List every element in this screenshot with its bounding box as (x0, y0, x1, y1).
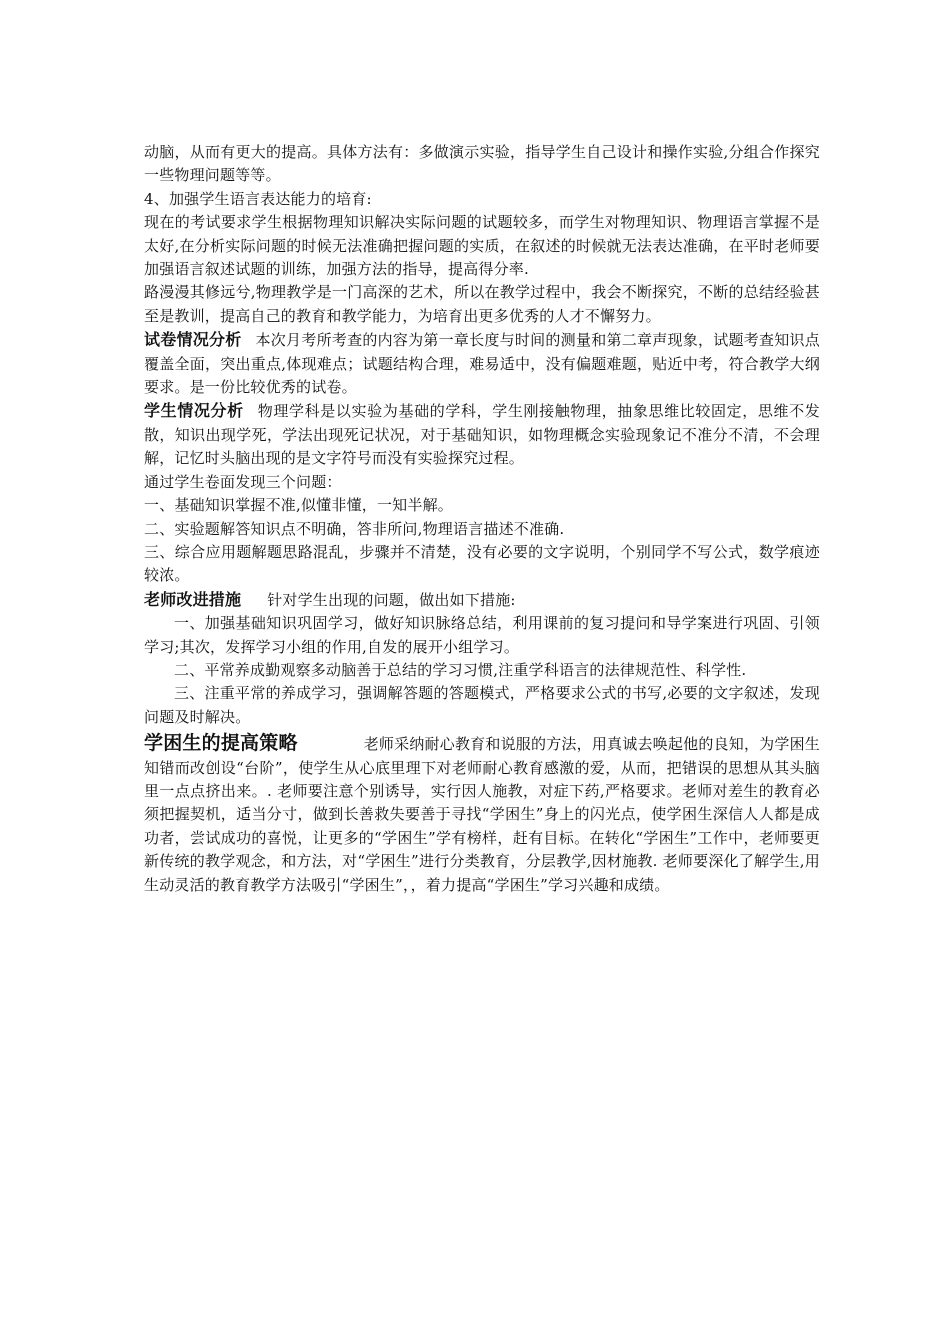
exam-analysis-heading: 试卷情况分析 (144, 330, 242, 350)
measure-item-2: 二、平常养成勤观察多动脑善于总结的学习习惯,注重学科语言的法律规范性、科学性. (174, 660, 747, 679)
measure-item-3: 三、注重平常的养成学习，强调解答题的答题模式，严格要求公式的书写,必要的文字叙述，发现问题及时解决。 (144, 684, 820, 726)
struggling-students-section (144, 732, 820, 897)
student-analysis-body: 物理学科是以实验为基础的学科，学生刚接触物理，抽象思维比较固定，思维不发散，知识出现学死，学法出现死记状况，对于基础知识，如物理概念实验现象记不准分不清，不会理解，记忆时头脑出现的是文字符号而没有实验探究过程。 (144, 402, 820, 468)
student-analysis-section (144, 399, 820, 470)
intro-paragraph: 动脑，从而有更大的提高。具体方法有：多做演示实验，指导学生自己设计和操作实验,分组合作探究一些物理问题等等。 (144, 143, 820, 185)
struggling-students-heading: 学困生的提高策略 (144, 732, 298, 755)
problems-intro: 通过学生卷面发现三个问题： (144, 472, 342, 491)
item4-title: 4、加强学生语言表达能力的培育: (144, 189, 372, 208)
teacher-measures-body: 针对学生出现的问题，做出如下措施: (267, 590, 516, 609)
item4-body: 现在的考试要求学生根据物理知识解决实际问题的试题较多，而学生对物理知识、物理语言掌握不是太好,在分析实际问题的时候无法准确把握问题的实质，在叙述的时候就无法表达准确，在平时老师要加强语言叙述试题的训练，加强方法的指导，提高得分率. (144, 213, 820, 279)
student-analysis-heading: 学生情况分析 (144, 401, 244, 421)
document-page (144, 141, 820, 897)
problem-item-1: 一、基础知识掌握不准,似懂非懂，一知半解。 (144, 496, 453, 515)
problem-item-2: 二、实验题解答知识点不明确，答非所问,物理语言描述不准确. (144, 519, 565, 538)
teacher-measures-section (144, 588, 820, 612)
exam-analysis-body: 本次月考所考查的内容为第一章长度与时间的测量和第二章声现象，试题考查知识点覆盖全面，突出重点,体现难点；试题结构合理，难易适中，没有偏题难题，贴近中考，符合教学大纲要求。是一份比较优秀的试卷。 (144, 331, 820, 397)
teacher-measures-heading: 老师改进措施 (144, 589, 242, 609)
problem-item-3: 三、综合应用题解题思路混乱，步骤并不清楚，没有必要的文字说明，个别同学不写公式，数学痕迹较浓。 (144, 542, 820, 585)
struggling-students-body: 老师采纳耐心教育和说服的方法，用真诚去唤起他的良知，为学困生知错而改创设“台阶”，使学生从心底里理下对老师耐心教育感激的爱，从而，把错误的思想从其头脑里一点点挤出来。. 老师要注意个别诱导，实行因人施教，对症下药,严格要求。老师对差生的教育必须把握契机，适当分寸，做到长善救失要善于寻找“学困生”身上的闪光点，使学困生深信人人都是成功者，尝试成功的喜悦，让更多的“学困生”学有榜样，赶有目标。在转化“学困生”工作中，老师要更新传统的教学观念，和方法，对“学困生”进行分类教育，分层教学,因材施教. 老师要深化了解学生,用生动灵活的教育教学方法吸引“学困生”，，着力提高“学困生”学习兴趣和成绩。 (144, 735, 820, 894)
measure-item-1: 一、加强基础知识巩固学习，做好知识脉络总结，利用课前的复习提问和导学案进行巩固、引领学习;其次，发挥学习小组的作用,自发的展开小组学习。 (144, 614, 820, 656)
closing-paragraph: 路漫漫其修远兮,物理教学是一门高深的艺术，所以在教学过程中，我会不断探究，不断的总结经验甚至是教训，提高自己的教育和教学能力，为培育出更多优秀的人才不懈努力。 (144, 283, 820, 325)
exam-analysis-section (144, 328, 820, 399)
